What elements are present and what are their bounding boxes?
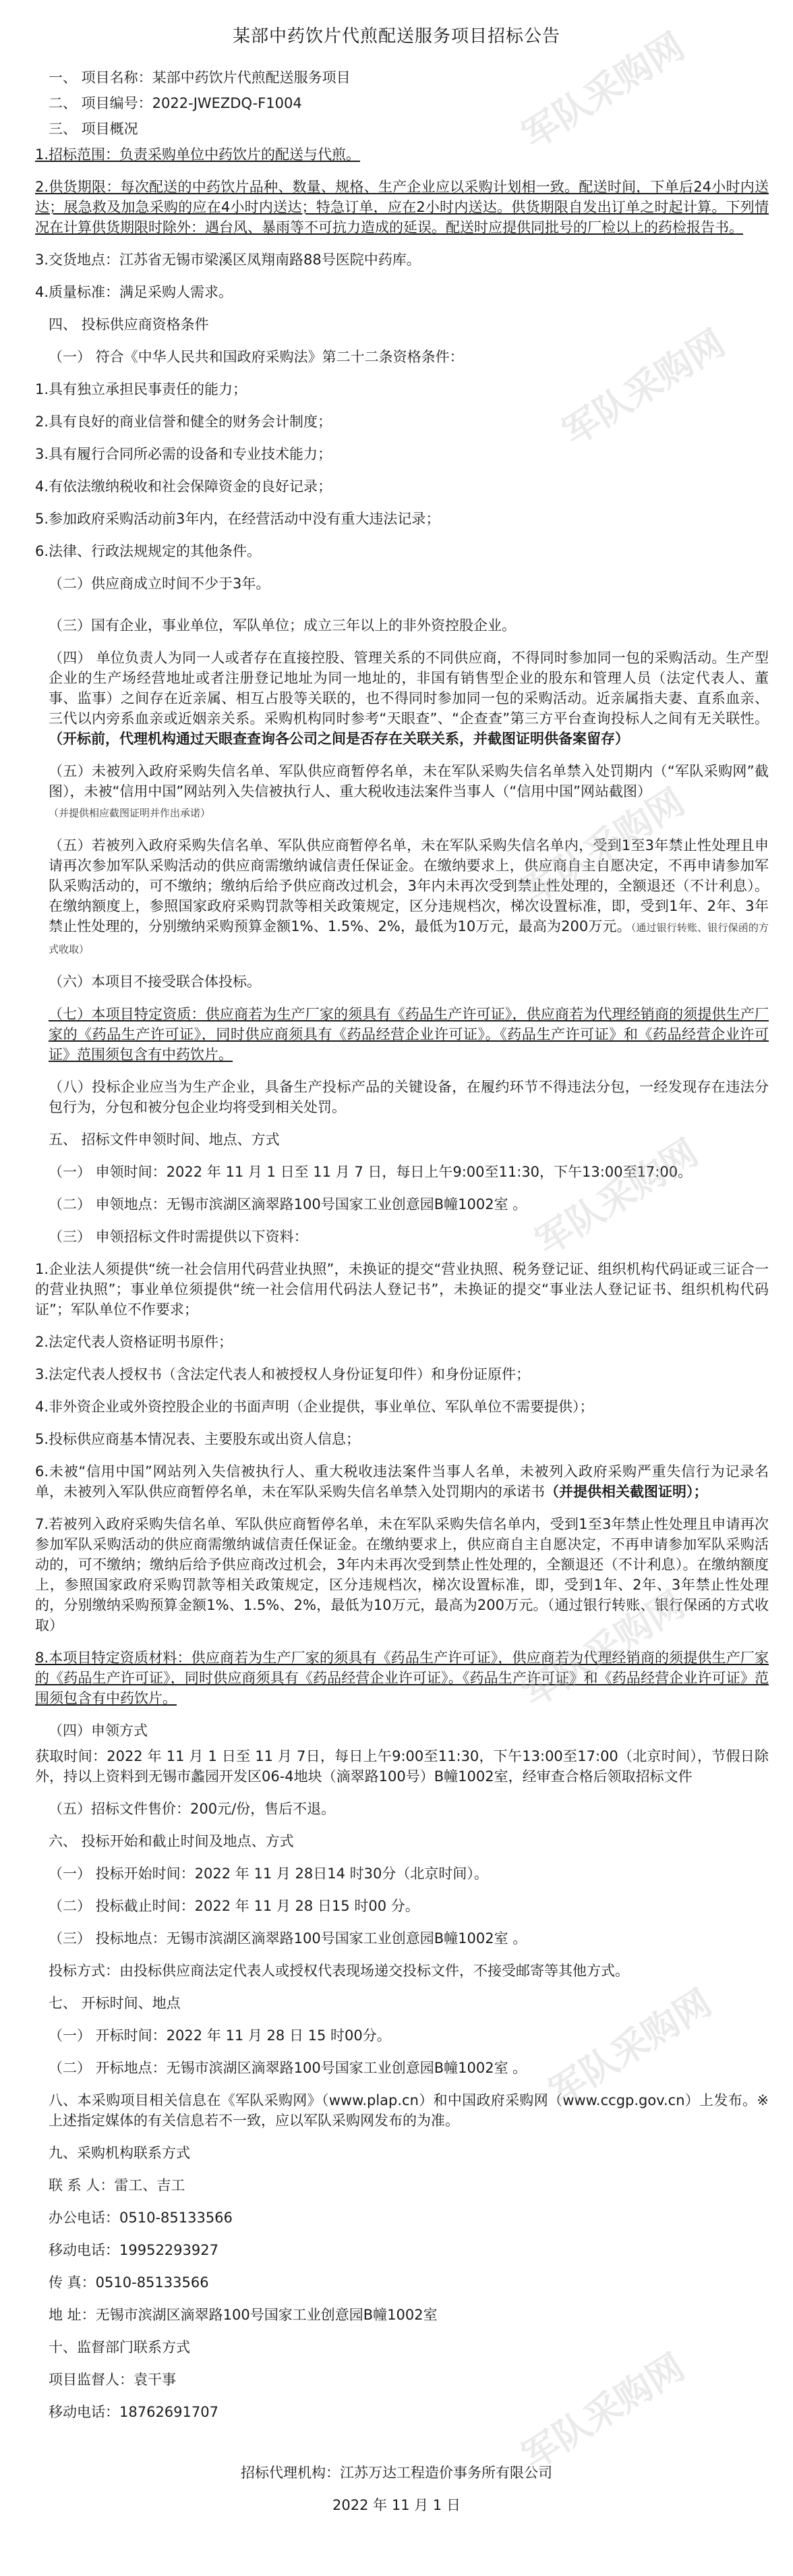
- collection-materials-heading: （三） 申领招标文件时需提供以下资料：: [49, 1229, 308, 1245]
- qualification-no-subcontract: （八）投标企业应当为生产企业，具备生产投标产品的关键设备，在履约环节不得违法分包，一经发现存在违法分包行为，分包和被分包企业均将受到相关处罚。: [49, 1079, 769, 1115]
- qualification-relationship-note: （开标前，代理机构通过天眼查查询各公司之间是否存在关联关系，并截图证明供备案留存）: [49, 731, 629, 747]
- qualification-dishonesty: [24, 761, 769, 823]
- material-item: 2.法定代表人资格证明书原件；: [35, 1334, 233, 1350]
- qualification-dishonesty-text: （五）未被列入政府采购失信名单、军队供应商暂停名单，未在军队采购失信名单禁入处罚期内（“军队采购网”截图），未被“信用中国”网站列入失信被执行人、重大税收违法案件当事人（“信用中国”网站截图）: [49, 763, 769, 800]
- qualification-special-license: （七）本项目特定资质：供应商若为生产厂家的须具有《药品生产许可证》，供应商若为代理经销商的须提供生产厂家的《药品生产许可证》，同时供应商须具有《药品经营企业许可证》。《药品生产许可证》和《药品经营企业许可证》范围须包含有中药饮片。: [49, 1006, 769, 1063]
- supervisor-name: 项目监督人：袁干事: [49, 2372, 176, 2388]
- qualification-deposit-note: （通过银行转账、银行保函的方式收取）: [49, 922, 769, 955]
- collection-time: （一） 申领时间：2022 年 11 月 1 日至 11 月 7 日，每日上午9:00至11:30，下午13:00至17:00。: [49, 1164, 693, 1180]
- section-document-collection-heading: 五、 招标文件申领时间、地点、方式: [49, 1131, 280, 1148]
- qualification-item: 4.有依法缴纳税收和社会保障资金的良好记录；: [35, 478, 332, 495]
- watermark: 军队采购网: [541, 1981, 719, 2114]
- material-item: 1.企业法人须提供“统一社会信用代码营业执照”，未换证的提交“营业执照、税务登记证、组织机构代码证或三证合一的营业执照”；事业单位须提供“统一社会信用代码法人登记书”，未换证的提交“事业法人登记证书、组织机构代码证”；军队单位不作要求；: [35, 1261, 769, 1318]
- material-item: 7.若被列入政府采购失信名单、军队供应商暂停名单，未在军队采购失信名单内，受到1至3年禁止性处理且申请再次参加军队采购活动的供应商需缴纳诚信责任保证金。在缴纳要求上，供应商自主自愿决定，不再申请参加军队采购活动的，可不缴纳；缴纳后给予供应商改过机会，3年内未再次受到禁止性处理的，全额退还（不计利息）。在缴纳额度上，参照国家政府采购罚款等相关政策规定，区分违规档次，梯次设置标准，即，受到1年、2年、3年禁止性处理的，分别缴纳采购预算金额1%、1.5%、2%，最低为10万元，最高为200万元。（通过银行转账、银行保函的方式收取）: [35, 1516, 769, 1633]
- page-title: 某部中药饮片代煎配送服务项目招标公告: [232, 26, 560, 47]
- section-contact-heading: 九、采购机构联系方式: [49, 2145, 190, 2161]
- supervisor-phone: 移动电话：18762691707: [49, 2404, 218, 2420]
- qualification-item: 5.参加政府采购活动前3年内，在经营活动中没有重大违法记录；: [35, 511, 440, 527]
- material-item: 3.法定代表人授权书（含法定代表人和被授权人身份证复印件）和身份证原件；: [35, 1366, 531, 1382]
- bid-location: （三） 投标地点：无锡市滨湖区滴翠路100号国家工业创意园B幢1002室 。: [49, 1930, 527, 1947]
- overview-scope: 1.招标范围：负责采购单位中药饮片的配送与代煎。: [35, 146, 361, 163]
- qualification-no-consortium: （六）本项目不接受联合体投标。: [49, 974, 261, 990]
- contact-office-phone: 办公电话：0510-85133566: [49, 2210, 233, 2226]
- material-item: 5.投标供应商基本情况表、主要股东或出资人信息；: [35, 1431, 361, 1447]
- material-item: [24, 1461, 769, 1502]
- contact-fax: 传 真：0510-85133566: [49, 2274, 209, 2291]
- qualification-law-heading: （一） 符合《中华人民共和国政府采购法》第二十二条资格条件：: [49, 349, 464, 365]
- watermark: 军队采购网: [555, 321, 732, 454]
- section-publication-media: 八、本采购项目相关信息在《军队采购网》（www.plap.cn）和中国政府采购网（www.ccgp.gov.cn）上发布。※上述指定媒体的有关信息若不一致，应以军队采购网发布的为准。: [49, 2092, 769, 2129]
- qualification-dishonesty-note: （并提供相应截图证明并作出承诺）: [49, 807, 211, 819]
- announcement-date: 2022 年 11 月 1 日: [332, 2497, 461, 2513]
- agency-signature: 招标代理机构：江苏万达工程造价事务所有限公司: [241, 2465, 552, 2481]
- opening-time: （一） 开标时间：2022 年 11 月 28 日 15 时00分。: [49, 2027, 391, 2044]
- bid-deadline: （二） 投标截止时间：2022 年 11 月 28 日15 时00 分。: [49, 1898, 419, 1914]
- qualification-relationship-text: （四） 单位负责人为同一人或者存在直接控股、管理关系的不同供应商，不得同时参加同一包的采购活动。生产型企业的生产场经营地址或者注册登记地址为同一地址的，非国有销售型企业的股东和管理人员（法定代表人、董事、监事）之间存在近亲属、相互占股等关联的，也不得同时参加同一包的采购活动。近亲属指夫妻、直系血亲、三代以内旁系血亲或近姻亲关系。采购机构同时参考“天眼查”、“企查查”第三方平台查询投标人之间有无关联性。: [49, 650, 769, 727]
- watermark: 军队采购网: [515, 1583, 692, 1716]
- section-qualification-heading: 四、 投标供应商资格条件: [49, 316, 209, 333]
- bid-method: 投标方式：由投标供应商法定代表人或授权代表现场递交投标文件，不接受邮寄等其他方式。: [49, 1963, 629, 1979]
- watermark: 军队采购网: [515, 24, 692, 157]
- contact-person: 联 系 人：雷工、吉工: [49, 2177, 185, 2193]
- qualification-relationship: [24, 648, 769, 749]
- material-commitment-text: 6.未被“信用中国”网站列入失信被执行人、重大税收违法案件当事人名单，未被列入政府采购严重失信行为记录名单，未被列入军队供应商暂停名单，未在军队采购失信名单禁入处罚期内的承诺书: [35, 1463, 769, 1500]
- material-item: 8.本项目特定资质材料：供应商若为生产厂家的须具有《药品生产许可证》，供应商若为代理经销商的须提供生产厂家的《药品生产许可证》，同时供应商须具有《药品经营企业许可证》。《药品生产许可证》和《药品经营企业许可证》范围须包含有中药饮片。: [35, 1650, 769, 1706]
- contact-address: 地 址：无锡市滨湖区滴翠路100号国家工业创意园B幢1002室: [49, 2307, 438, 2323]
- opening-location: （二） 开标地点：无锡市滨湖区滴翠路100号国家工业创意园B幢1002室 。: [49, 2060, 527, 2076]
- document-price: （五）招标文件售价：200元/份，售后不退。: [49, 1801, 336, 1817]
- qualification-establishment: （二）供应商成立时间不少于3年。: [49, 576, 270, 592]
- qualification-item: 2.具有良好的商业信誉和健全的财务会计制度；: [35, 414, 332, 430]
- contact-mobile-phone: 移动电话：19952293927: [49, 2242, 218, 2258]
- watermark: 军队采购网: [528, 1131, 705, 1264]
- overview-delivery-location: 3.交货地点：江苏省无锡市梁溪区凤翔南路88号医院中药库。: [35, 252, 421, 268]
- qualification-item: 1.具有独立承担民事责任的能力；: [35, 381, 247, 397]
- collection-place: （二） 申领地点：无锡市滨湖区滴翠路100号国家工业创意园B幢1002室 。: [49, 1196, 527, 1212]
- qualification-item: 6.法律、行政法规规定的其他条件。: [35, 543, 262, 559]
- collection-method-heading: （四）申领方式: [49, 1723, 148, 1739]
- qualification-deposit: [24, 835, 769, 959]
- watermark: 军队采购网: [515, 2345, 692, 2478]
- qualification-item: 3.具有履行合同所必需的设备和专业技术能力；: [35, 446, 332, 462]
- section-supervision-heading: 十、监督部门联系方式: [49, 2339, 190, 2355]
- section-project-number: 二、 项目编号：2022-JWEZDQ-F1004: [49, 95, 302, 111]
- overview-quality-standard: 4.质量标准：满足采购人需求。: [35, 284, 233, 300]
- overview-delivery-period: 2.供货期限：每次配送的中药饮片品种、数量、规格、生产企业应以采购计划相一致。配送时间，下单后24小时内送达；展急救及加急采购的应在4小时内送达；特急订单，应在2小时内送达。供货期限自发出订单之时起计算。下列情况在计算供货期限时除外：遇台风、暴雨等不可抗力造成的延误。配送时应提供同批号的厂检以上的药检报告书。: [35, 179, 769, 235]
- qualification-enterprise-type: （三）国有企业，事业单位，军队单位；成立三年以上的非外资控股企业。: [49, 617, 516, 634]
- bid-start-time: （一） 投标开始时间：2022 年 11 月 28日14 时30分（北京时间）。: [49, 1866, 488, 1882]
- material-commitment-note: （并提供相关截图证明）；: [545, 1484, 708, 1500]
- watermark: 军队采购网: [515, 780, 692, 913]
- section-bidding-time-heading: 六、 投标开始和截止时间及地点、方式: [49, 1833, 294, 1849]
- section-overview-heading: 三、 项目概况: [49, 121, 138, 137]
- section-project-name: 一、 项目名称：某部中药饮片代煎配送服务项目: [49, 69, 351, 86]
- section-opening-heading: 七、 开标时间、地点: [49, 1995, 181, 2011]
- qualification-deposit-text: （五）若被列入政府采购失信名单、军队供应商暂停名单，未在军队采购失信名单内，受到1至3年禁止性处理且申请再次参加军队采购活动的供应商需缴纳诚信责任保证金。在缴纳要求上，供应商自主自愿决定，不再申请参加军队采购活动的，可不缴纳；缴纳后给予供应商改过机会，3年内未再次受到禁止性处理的，全额退还（不计利息）。在缴纳额度上，参照国家政府采购罚款等相关政策规定，区分违规档次，梯次设置标准，即，受到1年、2年、3年禁止性处理的，分别缴纳采购预算金额1%、1.5%、2%，最低为10万元，最高为200万元。: [49, 837, 769, 934]
- material-item: 4.非外资企业或外资控股企业的书面声明（企业提供，事业单位、军队单位不需要提供）；: [35, 1399, 594, 1415]
- collection-method-body: 获取时间：2022 年 11 月 1 日至 11 月 7日，每日上午9:00至11:30，下午13:00至17:00（北京时间），节假日除外，持以上资料到无锡市蠡园开发区06-4地块（滴翠路100号）B幢1002室，经审查合格后领取招标文件: [35, 1748, 769, 1785]
